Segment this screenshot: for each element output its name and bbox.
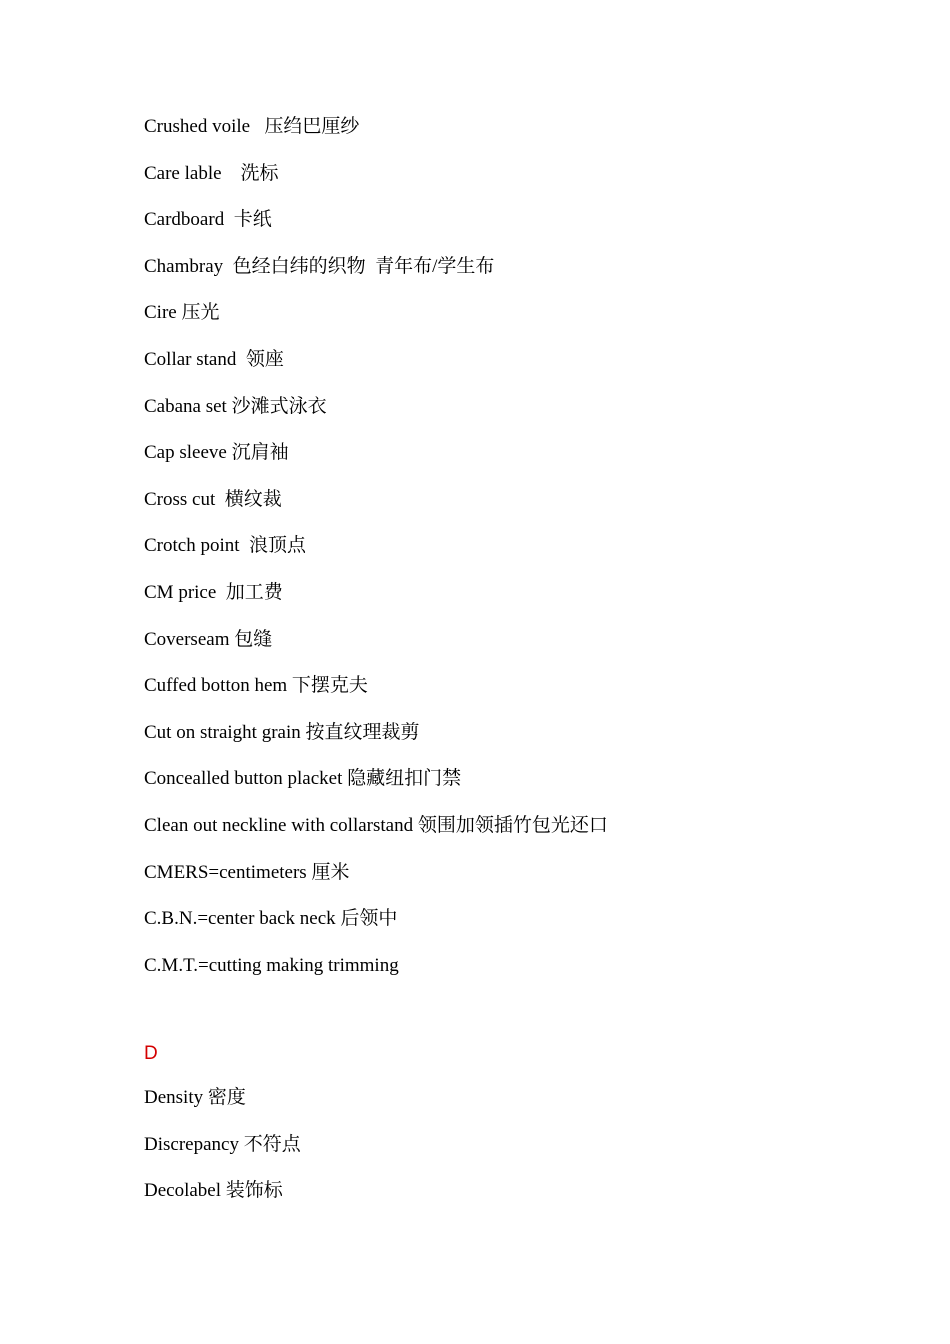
- glossary-entry: Decolabel 装饰标: [144, 1180, 283, 1202]
- glossary-entry: Density 密度: [144, 1087, 246, 1108]
- glossary-entry: Cap sleeve 沉肩袖: [144, 442, 289, 464]
- glossary-entry: Crushed voile 压绉巴厘纱: [144, 116, 360, 137]
- section-letter-heading: D: [144, 1043, 158, 1064]
- glossary-entry: C.B.N.=center back neck 后领中: [144, 908, 398, 930]
- glossary-entry: Crotch point 浪顶点: [144, 535, 307, 557]
- glossary-entry: Clean out neckline with collarstand 领围加领插竹包光还口: [144, 814, 608, 836]
- glossary-entry: Cabana set 沙滩式泳衣: [144, 395, 327, 417]
- glossary-entry: Concealled button placket 隐藏纽扣门禁: [144, 768, 462, 790]
- glossary-entry: Cuffed botton hem 下摆克夫: [144, 675, 368, 697]
- glossary-entry: CMERS=centimeters 厘米: [144, 861, 350, 883]
- glossary-entry: Discrepancy 不符点: [144, 1133, 301, 1155]
- glossary-entry: Cardboard 卡纸: [144, 209, 272, 231]
- glossary-entry: Care lable 洗标: [144, 162, 279, 184]
- glossary-entry: Cross cut 横纹裁: [144, 488, 282, 510]
- glossary-entry: C.M.T.=cutting making trimming: [144, 954, 399, 976]
- glossary-section-c: [144, 114, 904, 999]
- glossary-section-d: [144, 1085, 904, 1225]
- glossary-entry: Cire 压光: [144, 302, 220, 324]
- glossary-entry: Collar stand 领座: [144, 348, 284, 370]
- glossary-entry: Cut on straight grain 按直纹理裁剪: [144, 721, 420, 743]
- glossary-entry: Chambray 色经白纬的织物 青年布/学生布: [144, 255, 495, 277]
- glossary-entry: Coverseam 包缝: [144, 628, 273, 650]
- glossary-entry: CM price 加工费: [144, 581, 283, 603]
